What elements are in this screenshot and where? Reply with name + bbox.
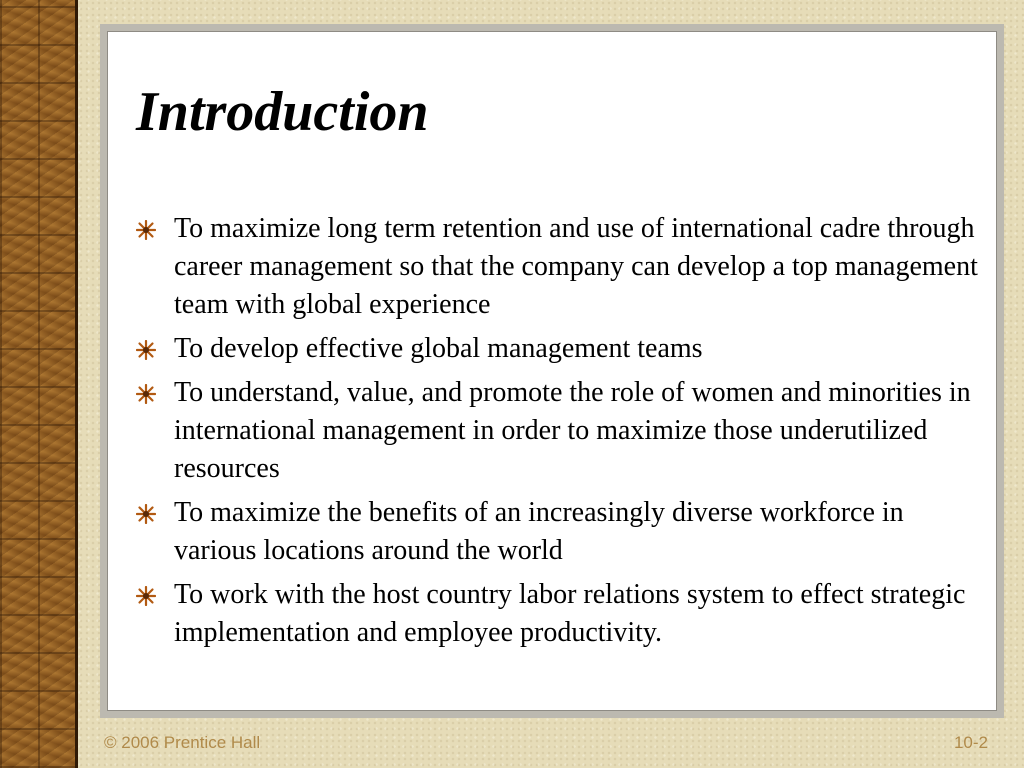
bullet-text: To maximize the benefits of an increasingly diverse workforce in various locations around the world: [174, 497, 904, 566]
bullet-text: To work with the host country labor relations system to effect strategic implementation and employee productivity.: [174, 579, 966, 648]
footer-page-number: 10-2: [953, 733, 988, 752]
star-burst-icon: [136, 586, 156, 606]
bullet-text: To understand, value, and promote the role of women and minorities in international management in order to maximize those underutilized resources: [174, 377, 971, 484]
footer-copyright: © 2006 Prentice Hall: [104, 733, 261, 752]
bullet-item: [136, 494, 986, 570]
slide-content-panel: [107, 31, 997, 711]
star-burst-icon: [136, 384, 156, 404]
bullet-text: To maximize long term retention and use of international cadre through career management so that the company can develop a top management team with global experience: [174, 213, 978, 320]
star-burst-icon: [136, 340, 156, 360]
bullet-item: [136, 374, 986, 488]
bullet-item: [136, 330, 986, 368]
bullet-text: To develop effective global management teams: [174, 333, 703, 364]
bullet-item: [136, 576, 986, 652]
slide-title: Introduction: [136, 81, 429, 143]
star-burst-icon: [136, 220, 156, 240]
star-burst-icon: [136, 504, 156, 524]
slide-frame: [100, 24, 1004, 718]
bullet-item: [136, 210, 986, 324]
bullet-list: [136, 210, 986, 658]
wood-texture-strip: [0, 0, 78, 768]
